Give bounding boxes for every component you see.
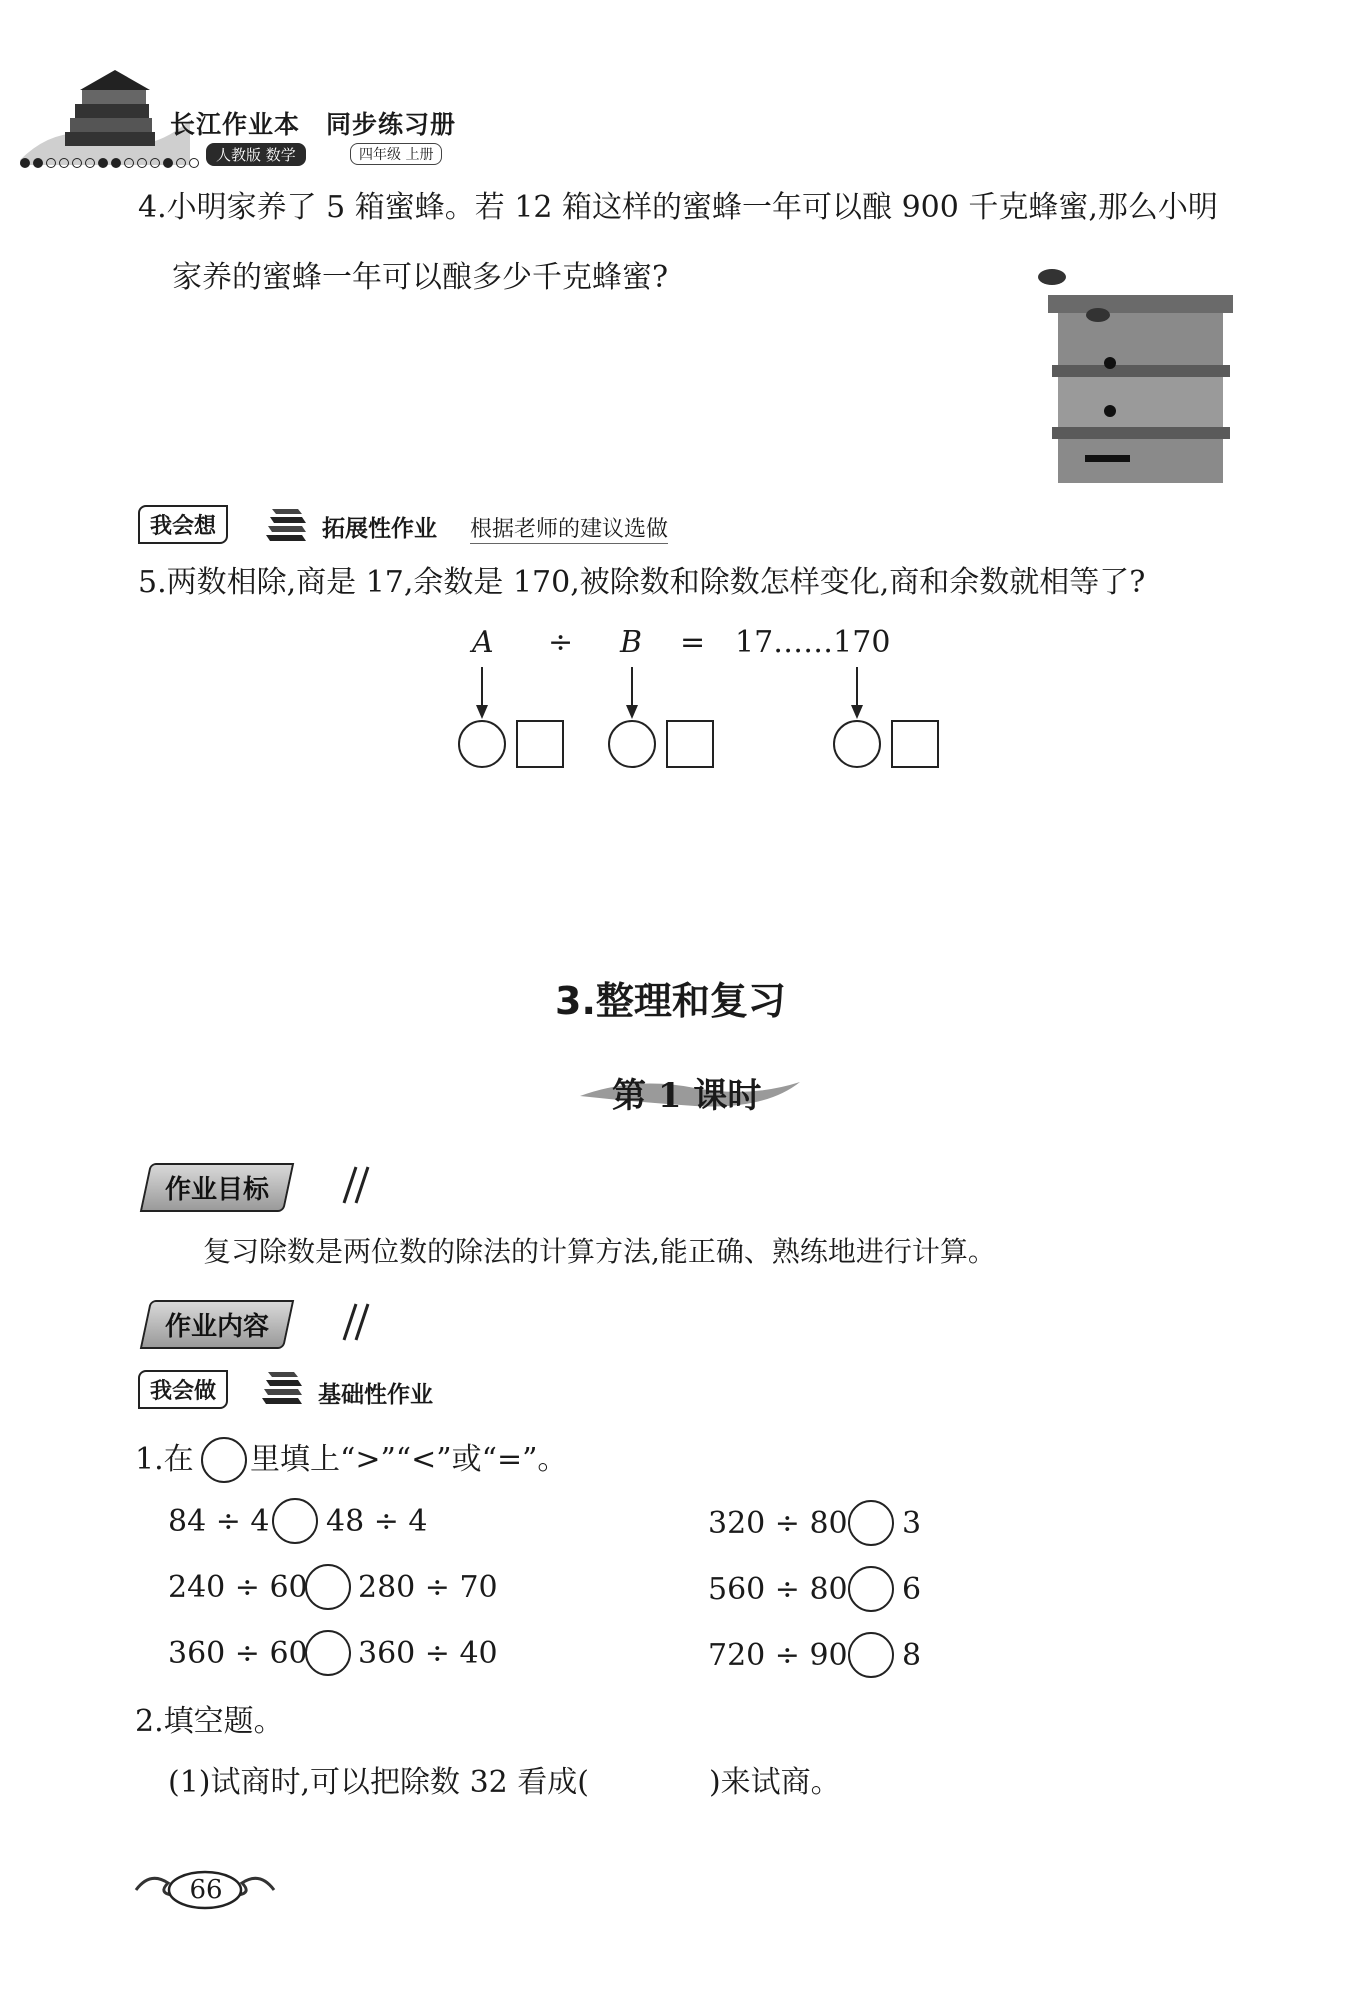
q1-right-1-a: 320 ÷ 80 xyxy=(708,1506,848,1541)
q1-left-2-b: 280 ÷ 70 xyxy=(358,1570,498,1605)
q5-a: A xyxy=(472,625,494,660)
beehive-illustration xyxy=(1030,265,1245,485)
header-dots xyxy=(20,153,202,172)
q1-right-3-circle[interactable] xyxy=(848,1632,894,1678)
goal-label: 作业目标 xyxy=(165,1175,270,1205)
q1-left-2-a: 240 ÷ 60 xyxy=(168,1570,308,1605)
header-edition: 人教版 数学 xyxy=(206,143,306,166)
content-ribbon xyxy=(140,1300,294,1349)
q1-left-2-circle[interactable] xyxy=(305,1564,351,1610)
answer-circle-a[interactable] xyxy=(458,720,506,768)
q1-left-1-b: 48 ÷ 4 xyxy=(326,1504,428,1539)
books-stack-icon xyxy=(262,505,310,545)
q1-left-3-b: 360 ÷ 40 xyxy=(358,1636,498,1671)
ribbon-slashes-icon xyxy=(340,1163,380,1207)
q1-right-1-circle[interactable] xyxy=(848,1500,894,1546)
q1-right-3-a: 720 ÷ 90 xyxy=(708,1638,848,1673)
q1-right-2-a: 560 ÷ 80 xyxy=(708,1572,848,1607)
q4-line2: 家养的蜜蜂一年可以酿多少千克蜂蜜? xyxy=(172,260,669,295)
answer-circle-b[interactable] xyxy=(608,720,656,768)
extend-tag: 我会想 xyxy=(138,505,228,544)
page-number: 66 xyxy=(189,1875,223,1905)
q5-eq: = xyxy=(680,625,706,660)
q1-right-1-b: 3 xyxy=(902,1506,922,1541)
q2-sub1: (1)试商时,可以把除数 32 看成( )来试商。 xyxy=(168,1765,841,1800)
answer-box-b[interactable] xyxy=(666,720,714,768)
q1-left-3-circle[interactable] xyxy=(305,1630,351,1676)
q1-left-3-a: 360 ÷ 60 xyxy=(168,1636,308,1671)
goal-text: 复习除数是两位数的除法的计算方法,能正确、熟练地进行计算。 xyxy=(203,1235,996,1268)
q1-left-1-circle[interactable] xyxy=(272,1498,318,1544)
lesson-title: 第 1 课时 xyxy=(612,1076,762,1116)
q1-prompt-circle xyxy=(201,1437,247,1483)
q5-b: B xyxy=(620,625,643,660)
q1-right-2-circle[interactable] xyxy=(848,1566,894,1612)
extend-label: 拓展性作业 xyxy=(322,516,437,542)
basic-label: 基础性作业 xyxy=(318,1382,433,1408)
basic-header xyxy=(138,1370,228,1410)
q1-left-1-a: 84 ÷ 4 xyxy=(168,1504,270,1539)
q1-right-3-b: 8 xyxy=(902,1638,922,1673)
header-title: 长江作业本 同步练习册 xyxy=(170,110,457,139)
q5-arrows xyxy=(460,665,880,725)
q5-text: 5.两数相除,商是 17,余数是 170,被除数和除数怎样变化,商和余数就相等了? xyxy=(138,565,1146,600)
books-stack-icon xyxy=(258,1368,306,1408)
q1-prompt-end: 里填上“>”“<”或“=”。 xyxy=(250,1442,568,1477)
answer-box-c[interactable] xyxy=(891,720,939,768)
q5-result: 17……170 xyxy=(735,625,891,660)
header-grade: 四年级 上册 xyxy=(350,143,442,165)
basic-tag: 我会做 xyxy=(138,1370,228,1409)
header xyxy=(20,60,480,170)
q1-right-2-b: 6 xyxy=(902,1572,922,1607)
extend-note: 根据老师的建议选做 xyxy=(470,512,668,544)
content-label: 作业内容 xyxy=(165,1312,270,1342)
answer-circle-c[interactable] xyxy=(833,720,881,768)
goal-ribbon xyxy=(140,1163,294,1212)
answer-box-a[interactable] xyxy=(516,720,564,768)
q4-line1: 4.小明家养了 5 箱蜜蜂。若 12 箱这样的蜜蜂一年可以酿 900 千克蜂蜜,那么小明 xyxy=(138,190,1218,225)
books-logo-icon xyxy=(20,60,190,165)
q1-prompt-start: 1.在 xyxy=(135,1442,194,1477)
section-title: 3.整理和复习 xyxy=(555,979,786,1023)
ribbon-slashes-icon xyxy=(340,1300,380,1344)
extend-header xyxy=(138,505,228,545)
q2-title: 2.填空题。 xyxy=(135,1704,284,1739)
q5-div: ÷ xyxy=(548,625,574,660)
